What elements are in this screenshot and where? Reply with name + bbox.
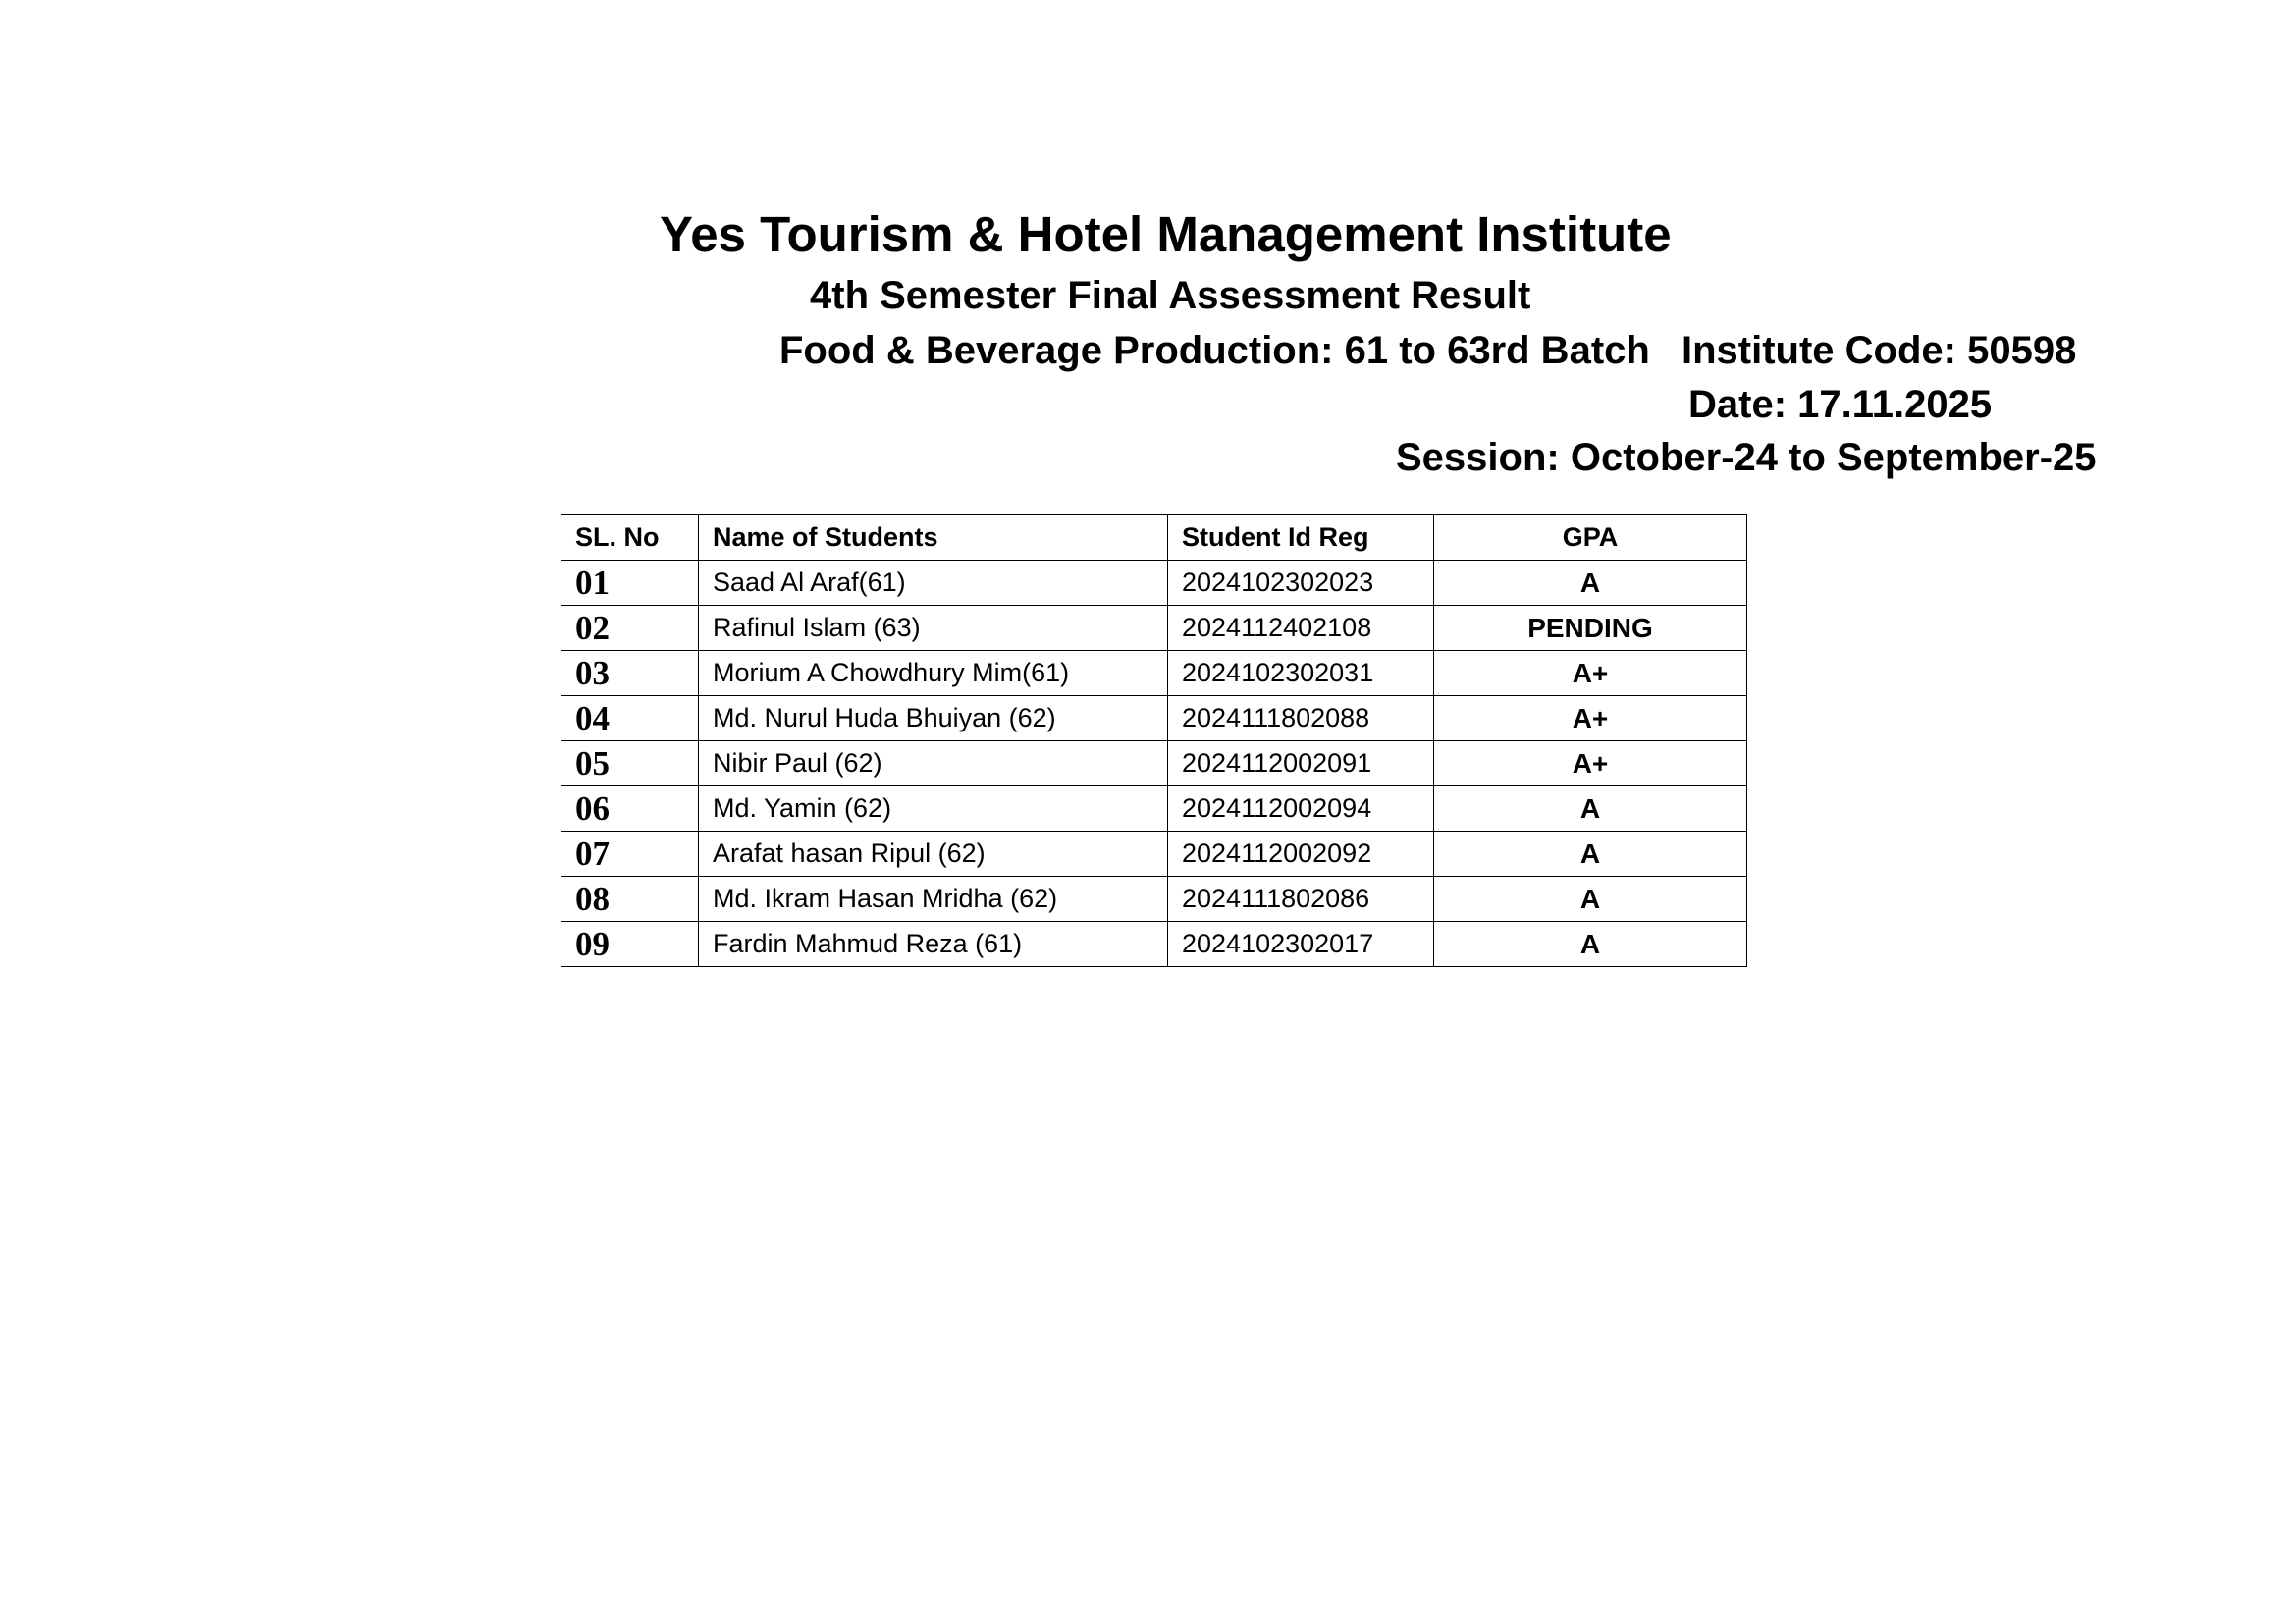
result-date: Date: 17.11.2025 (1688, 383, 1993, 426)
table-row (561, 696, 1747, 741)
cell-name: Md. Yamin (62) (699, 786, 1168, 832)
cell-gpa: A+ (1434, 651, 1747, 696)
institute-name: Yes Tourism & Hotel Management Institute (660, 206, 1672, 262)
cell-name: Rafinul Islam (63) (699, 606, 1168, 651)
cell-reg: 2024111802086 (1168, 877, 1434, 922)
cell-sl: 04 (561, 696, 699, 741)
cell-reg: 2024112002091 (1168, 741, 1434, 786)
cell-sl: 02 (561, 606, 699, 651)
cell-gpa: A+ (1434, 696, 1747, 741)
cell-reg: 2024112002094 (1168, 786, 1434, 832)
table-row (561, 922, 1747, 967)
cell-sl: 06 (561, 786, 699, 832)
cell-name: Morium A Chowdhury Mim(61) (699, 651, 1168, 696)
table-row (561, 741, 1747, 786)
cell-gpa: A (1434, 832, 1747, 877)
cell-reg: 2024102302017 (1168, 922, 1434, 967)
results-table (561, 514, 1747, 967)
cell-name: Saad Al Araf(61) (699, 561, 1168, 606)
cell-sl: 07 (561, 832, 699, 877)
column-header-reg: Student Id Reg (1168, 515, 1434, 561)
table-row (561, 877, 1747, 922)
cell-gpa: A (1434, 877, 1747, 922)
cell-sl: 09 (561, 922, 699, 967)
cell-sl: 05 (561, 741, 699, 786)
cell-name: Arafat hasan Ripul (62) (699, 832, 1168, 877)
cell-sl: 08 (561, 877, 699, 922)
table-row (561, 786, 1747, 832)
column-header-name: Name of Students (699, 515, 1168, 561)
column-header-sl: SL. No (561, 515, 699, 561)
cell-reg: 2024102302023 (1168, 561, 1434, 606)
cell-reg: 2024102302031 (1168, 651, 1434, 696)
cell-gpa: A (1434, 561, 1747, 606)
course-batch: Food & Beverage Production: 61 to 63rd Batch (779, 329, 1650, 372)
cell-name: Md. Ikram Hasan Mridha (62) (699, 877, 1168, 922)
cell-reg: 2024112002092 (1168, 832, 1434, 877)
cell-reg: 2024111802088 (1168, 696, 1434, 741)
cell-name: Md. Nurul Huda Bhuiyan (62) (699, 696, 1168, 741)
cell-name: Nibir Paul (62) (699, 741, 1168, 786)
cell-sl: 03 (561, 651, 699, 696)
table-row (561, 651, 1747, 696)
cell-name: Fardin Mahmud Reza (61) (699, 922, 1168, 967)
table-row (561, 606, 1747, 651)
cell-reg: 2024112402108 (1168, 606, 1434, 651)
table-row (561, 832, 1747, 877)
institute-code: Institute Code: 50598 (1682, 329, 2077, 372)
cell-gpa: A (1434, 922, 1747, 967)
cell-gpa: A+ (1434, 741, 1747, 786)
cell-sl: 01 (561, 561, 699, 606)
table-header-row (561, 515, 1747, 561)
column-header-gpa: GPA (1434, 515, 1747, 561)
cell-gpa: PENDING (1434, 606, 1747, 651)
semester-title: 4th Semester Final Assessment Result (810, 274, 1531, 317)
table-row (561, 561, 1747, 606)
cell-gpa: A (1434, 786, 1747, 832)
session-range: Session: October-24 to September-25 (1396, 436, 2097, 479)
